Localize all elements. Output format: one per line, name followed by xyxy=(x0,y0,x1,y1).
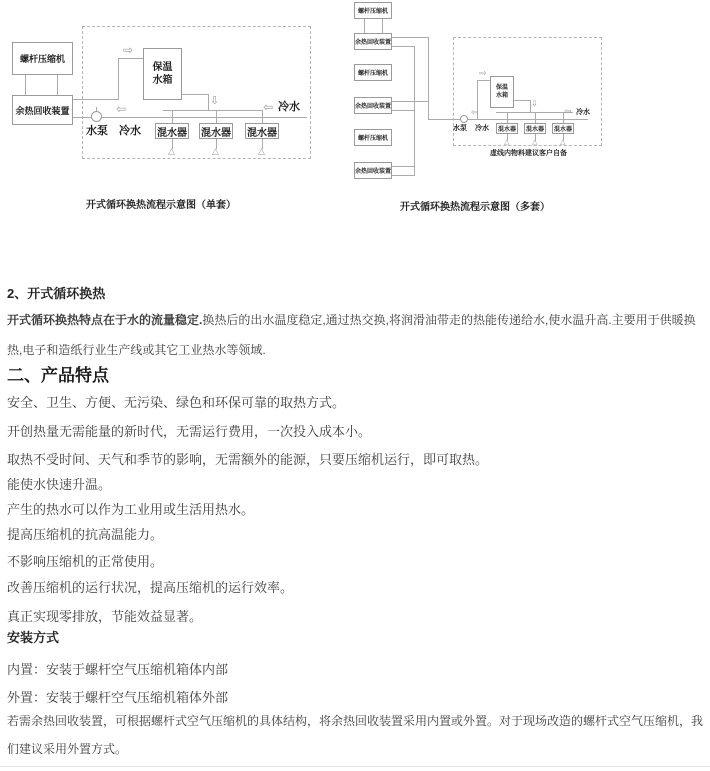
page-bottom-divider xyxy=(0,766,710,767)
heat-recovery-box: 余热回收装置 xyxy=(354,162,392,179)
pipe-line xyxy=(172,110,173,123)
pump-icon xyxy=(91,111,102,122)
feature-item: 安全、卫生、方便、无污染、绿色和环保可靠的取热方式。 xyxy=(7,395,346,410)
pump-label: 水泵 xyxy=(86,125,108,137)
pipe-line xyxy=(73,117,307,118)
feature-item: 提高压缩机的抗高温能力。 xyxy=(7,527,164,542)
install-internal: 内置：安装于螺杆空气压缩机箱体内部 xyxy=(7,662,229,677)
pipe-line xyxy=(163,110,262,111)
features-heading: 二、产品特点 xyxy=(7,366,109,385)
section2-body: 换热后的出水温度稳定,通过热交换,将润滑油带走的热能传递给水,使水温升高.主要用于供暖换热,电子和造纸行业生产线或其它工业热水等领域. xyxy=(7,313,696,357)
pump-label: 水泵 xyxy=(453,125,467,132)
faucet-icon: △ xyxy=(168,147,175,157)
mixer-box: 混水器 xyxy=(524,123,546,134)
connector-line xyxy=(382,19,383,33)
mixer-box: 混水器 xyxy=(496,123,518,134)
connector-line xyxy=(25,75,26,95)
faucet-icon: △ xyxy=(212,147,219,157)
pipe-line xyxy=(392,46,414,47)
feature-item: 能使水快速升温。 xyxy=(7,477,112,492)
arrow-down-icon: ⇩ xyxy=(210,94,220,107)
pipe-line xyxy=(118,58,143,59)
cold-water-label: 冷水 xyxy=(278,101,300,113)
connector-line xyxy=(364,19,365,33)
arrow-right-icon: ⇨ xyxy=(479,69,487,79)
arrow-left-icon: ⇦ xyxy=(564,107,572,117)
tank-label-line2: 水箱 xyxy=(495,93,508,99)
mixer-box: 混水器 xyxy=(245,123,279,139)
feature-item: 不影响压缩机的正常使用。 xyxy=(7,554,164,569)
compressor-box: 螺杆压缩机 xyxy=(354,129,392,146)
faucet-icon: △ xyxy=(560,138,566,146)
arrow-left-icon: ⇦ xyxy=(263,100,274,114)
feature-item: 产生的热水可以作为工业用或生活用热水。 xyxy=(7,502,255,517)
insulated-tank-box xyxy=(490,76,514,108)
heat-recovery-box: 余热回收装置 xyxy=(354,97,392,114)
pump-icon xyxy=(460,115,468,123)
arrow-down-icon: ⇩ xyxy=(531,99,538,108)
insulated-tank-box xyxy=(143,48,182,100)
arrow-right-icon: ⇨ xyxy=(123,43,134,57)
feature-item: 真正实现零排放，节能效益显著。 xyxy=(7,609,203,624)
feature-item: 改善压缩机的运行状况，提高压缩机的运行效率。 xyxy=(7,580,294,595)
pipe-line xyxy=(73,99,118,100)
pipe-line xyxy=(392,101,428,102)
pipe-line xyxy=(118,58,119,100)
pipe-line xyxy=(182,94,208,95)
pipe-line xyxy=(428,37,429,120)
compressor-box: 螺杆压缩机 xyxy=(354,2,392,19)
pipe-line xyxy=(216,110,217,123)
pipe-line xyxy=(507,112,508,123)
diagram-single-caption: 开式循环换热流程示意图（单套） xyxy=(86,200,236,211)
tank-label-line1: 保温 xyxy=(152,62,173,73)
connector-line xyxy=(57,75,58,95)
tank-label-line2: 水箱 xyxy=(152,75,173,86)
heat-recovery-box: 余热回收装置 xyxy=(12,95,73,125)
pipe-line xyxy=(392,175,414,176)
faucet-icon: △ xyxy=(532,138,538,146)
cold-water-label: 冷水 xyxy=(119,125,141,137)
feature-item: 取热不受时间、天气和季节的影响，无需额外的能源，只要压缩机运行，即可取热。 xyxy=(7,452,489,467)
pipe-line xyxy=(392,166,414,167)
mixer-box: 混水器 xyxy=(155,123,189,139)
compressor-box: 螺杆压缩机 xyxy=(354,64,392,81)
closing-paragraph: 若需余热回收装置，可根据螺杆式空气压缩机的具体结构，将余热回收装置采用内置或外置。对于现场改造的螺杆式空气压缩机，我们建议采用外置方式。 xyxy=(7,714,704,756)
pipe-line xyxy=(208,94,209,111)
mixer-box: 混水器 xyxy=(552,123,574,134)
install-external: 外置：安装于螺杆空气压缩机箱体外部 xyxy=(7,690,229,705)
pipe-line xyxy=(392,37,428,38)
tank-label-line1: 保温 xyxy=(495,85,508,91)
mixer-box: 混水器 xyxy=(199,123,233,139)
diagram-multi-caption: 开式循环换热流程示意图（多套） xyxy=(400,202,550,213)
arrow-left-icon: ⇦ xyxy=(471,108,479,118)
pipe-line xyxy=(535,112,536,123)
arrow-left-icon: ⇦ xyxy=(116,102,127,116)
pipe-line xyxy=(477,80,490,81)
diagram-single-set xyxy=(0,0,340,230)
compressor-box: 螺杆压缩机 xyxy=(12,42,73,75)
cold-water-label: 冷水 xyxy=(576,109,590,116)
pipe-line xyxy=(392,110,414,111)
section2-paragraph xyxy=(7,305,706,365)
faucet-icon: △ xyxy=(258,147,265,157)
feature-item: 开创热量无需能量的新时代，无需运行费用，一次投入成本小。 xyxy=(7,424,372,439)
dashed-zone-note: 虚线内物料建议客户自备 xyxy=(490,150,567,157)
section2-heading: 2、开式循环换热 xyxy=(7,286,106,301)
pipe-line xyxy=(514,100,530,101)
diagram-multi-set xyxy=(340,0,710,230)
pipe-line xyxy=(414,46,415,176)
install-heading: 安装方式 xyxy=(7,630,60,645)
cold-water-label: 冷水 xyxy=(475,125,489,132)
diagram-border xyxy=(82,26,311,159)
section2-lead: 开式循环换热特点在于水的流量稳定. xyxy=(7,313,203,327)
faucet-icon: △ xyxy=(504,138,510,146)
heat-recovery-box: 余热回收装置 xyxy=(354,33,392,50)
